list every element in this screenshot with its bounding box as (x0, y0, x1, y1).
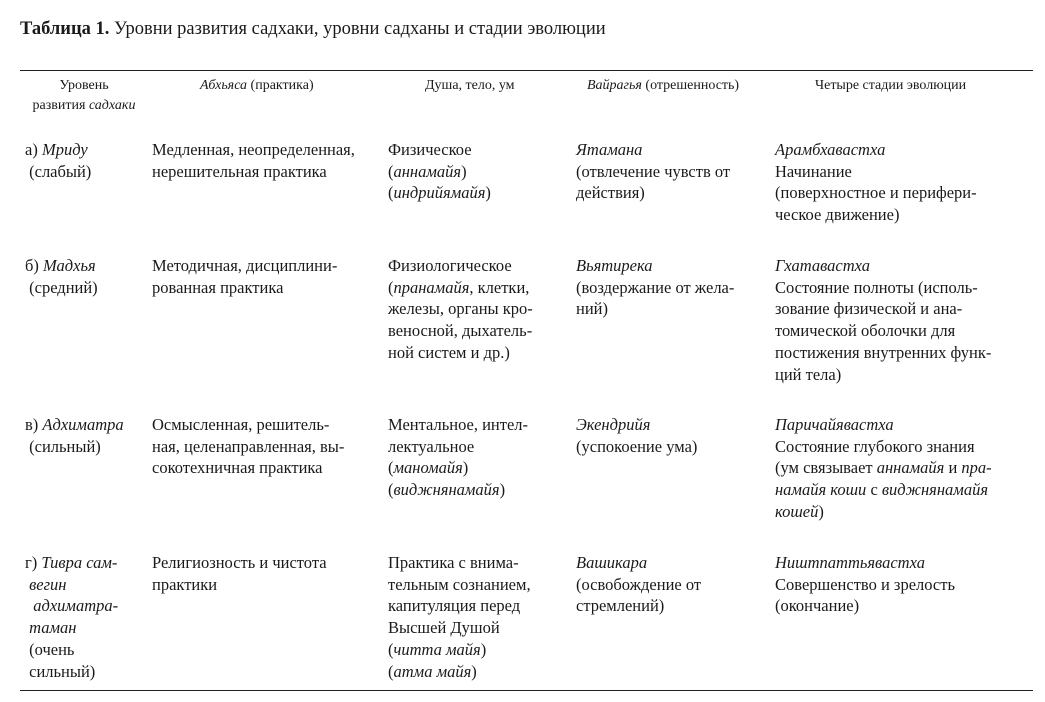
row2-level-desc (25, 277, 98, 299)
row4-level-italic4: таман (29, 618, 77, 638)
row3-stage-line2: Состояние глубокого знания (775, 436, 975, 456)
row4-stage-line1: Совершенство и зрелость (775, 574, 955, 594)
row3-body-line4-text: виджнянамайя (393, 480, 500, 500)
row3-stage-line3-b: аннамайя (876, 458, 945, 478)
row1-level-desc (25, 161, 91, 183)
header-level-prefix: развития (32, 98, 89, 113)
row3-vairagya (576, 414, 697, 457)
header-level-line2 (24, 96, 144, 116)
row2-body-line3: железы, органы кро- (388, 299, 533, 319)
row1-vairagya-line3: действия) (576, 183, 645, 203)
table-title (20, 19, 606, 40)
row3-stage-line3 (775, 457, 992, 479)
row3-body-line4: (виджнянамайя) (388, 480, 506, 500)
row2-level-prefix: б) (25, 256, 44, 275)
row3-vairagya-name: Экендрийя (576, 415, 651, 434)
row3-body (388, 414, 528, 501)
row4-practice-line1: Религиозность и чистота (152, 553, 327, 572)
row1-body-line3-text: индрийямайя (393, 183, 486, 203)
row3-practice (152, 414, 344, 479)
table-bottom-rule (20, 690, 1033, 691)
row3-stage (775, 414, 992, 523)
row3-body-line2: лектуальное (388, 436, 475, 456)
row4-level-line4 (25, 617, 118, 639)
row3-body-line3-text: маномайя (393, 458, 463, 478)
row3-level (25, 414, 124, 457)
row4-practice (152, 552, 327, 595)
row3-body-line1: Ментальное, интел- (388, 415, 529, 434)
row2-body-line4: веносной, дыхатель- (388, 321, 533, 341)
row2-body-line2: (пранамайя, клетки, (388, 277, 530, 297)
row4-stage (775, 552, 955, 617)
row2-body-line2-rest: , клетки, (469, 277, 530, 297)
table-top-rule (20, 70, 1033, 71)
row3-stage-line5 (775, 501, 992, 523)
row2-stage-name: Гхатавастха (775, 256, 871, 275)
row1-level-name: Мриду (41, 140, 88, 159)
row3-vairagya-line2: (успокоение ума) (576, 436, 698, 456)
row3-stage-line4-b: с (866, 480, 882, 500)
row3-stage-line3-c: и (944, 458, 962, 478)
header-level-italic: садхаки (88, 98, 136, 113)
row4-level-line5 (25, 639, 118, 661)
row2-vairagya (576, 255, 734, 320)
row4-level-desc1: (очень (29, 639, 75, 659)
row2-body (388, 255, 533, 364)
row1-practice-line1: Медленная, неопределенная, (152, 140, 355, 159)
row3-stage-line4 (775, 479, 992, 501)
row2-stage (775, 255, 991, 385)
row4-level-italic2: вегин (29, 574, 67, 594)
row4-level-line6 (25, 661, 118, 683)
row1-practice-line2: нерешительная практика (152, 161, 327, 181)
row1-body-line2: (аннамайя) (388, 161, 467, 181)
header-abhyasa-italic: Абхьяса (200, 78, 248, 93)
row2-body-line1: Физиологическое (388, 256, 512, 275)
row4-vairagya (576, 552, 701, 617)
row4-body-line6: (атма майя) (388, 661, 477, 681)
row1-stage-line2: (поверхностное и перифери- (775, 183, 977, 203)
table-number: Таблица 1. (20, 19, 110, 39)
row1-stage-name: Арамбхавастха (775, 140, 886, 159)
row2-vairagya-line2: (воздержание от жела- (576, 277, 735, 297)
header-abhyasa-plain: (практика) (247, 78, 314, 93)
row2-vairagya-line3: ний) (576, 299, 608, 319)
row4-body-line5: (читта майя) (388, 639, 487, 659)
row2-level-desc-text: (средний) (29, 277, 98, 297)
row1-level-prefix: а) (25, 140, 42, 159)
row4-level-prefix: г) (25, 553, 42, 572)
row4-body-line2: тельным сознанием, (388, 574, 531, 594)
row3-stage-name: Паричайявастха (775, 415, 894, 434)
row3-stage-line5-b: ) (818, 501, 824, 521)
row1-vairagya (576, 139, 730, 204)
row4-body-line3: капитуляция перед (388, 596, 521, 616)
row1-body-line2-text: аннамайя (393, 161, 462, 181)
row2-level-name: Мадхья (43, 256, 96, 275)
row3-practice-line1: Осмысленная, решитель- (152, 415, 330, 434)
header-vairagya-italic: Вайрагья (587, 78, 642, 93)
row2-level-line (25, 255, 98, 277)
row2-body-line2-italic: пранамайя (393, 277, 470, 297)
row3-body-line3: (маномайя) (388, 458, 469, 478)
row2-stage-line1: Состояние полноты (исполь- (775, 277, 978, 297)
row4-body-line5-text: читта майя (393, 639, 481, 659)
row3-stage-line3-d: пра- (961, 458, 992, 478)
row3-stage-line4-c: виджнянамайя (881, 480, 988, 500)
header-vairagya-plain: (отрешенность) (641, 78, 740, 93)
header-vairagya (587, 76, 739, 96)
row4-vairagya-line3: стремлений) (576, 596, 665, 616)
row2-vairagya-name: Вьятирека (576, 256, 653, 275)
row3-level-prefix: в) (25, 415, 43, 434)
row2-stage-line2: зование физической и ана- (775, 299, 963, 319)
row3-level-line (25, 414, 124, 436)
header-abhyasa (200, 76, 314, 96)
row3-practice-line2: ная, целенаправленная, вы- (152, 436, 345, 456)
row1-level-desc-text: (слабый) (29, 161, 92, 181)
row4-body-line6-text: атма майя (393, 661, 472, 681)
row1-level-line (25, 139, 91, 161)
row1-level (25, 139, 91, 182)
row1-stage (775, 139, 977, 226)
row2-level (25, 255, 98, 298)
row4-body-line4: Высшей Душой (388, 618, 500, 638)
row2-body-line5: ной систем и др.) (388, 342, 510, 362)
header-body: Душа, тело, ум (425, 78, 515, 93)
row4-stage-line2: (окончание) (775, 596, 860, 616)
row3-level-desc-text: (сильный) (29, 436, 101, 456)
row4-level-line2 (25, 574, 118, 596)
row4-stage-name: Ништпаттьявастха (775, 553, 925, 572)
header-level (24, 76, 144, 116)
row4-practice-line2: практики (152, 574, 218, 594)
row1-practice (152, 139, 355, 182)
table-title-text: Уровни развития садхаки, уровни садханы и стадии эволюции (114, 19, 606, 39)
row3-stage-line3-a: (ум связывает (775, 458, 877, 478)
row2-stage-line5: ций тела) (775, 364, 842, 384)
row4-body-line1: Практика с внима- (388, 553, 519, 572)
row4-vairagya-name: Вашикара (576, 553, 648, 572)
row4-level-desc2: сильный) (29, 661, 96, 681)
header-stages: Четыре стадии эволюции (815, 78, 967, 93)
row3-stage-line5-a: кошей (775, 501, 819, 521)
row3-level-name: Адхиматра (42, 415, 124, 434)
row1-body-line1: Физическое (388, 140, 472, 159)
row4-body (388, 552, 531, 682)
row4-level-italic3: адхиматра- (33, 596, 119, 616)
row2-practice (152, 255, 337, 298)
row3-level-desc (25, 436, 124, 458)
row1-body-line3: (индрийямайя) (388, 183, 491, 203)
row1-body (388, 139, 491, 204)
row2-practice-line1: Методичная, дисциплини- (152, 256, 338, 275)
header-level-line1: Уровень (59, 78, 109, 93)
row4-level-line1 (25, 552, 118, 574)
row4-level-line3 (25, 595, 118, 617)
row3-practice-line3: сокотехничная практика (152, 458, 323, 478)
row1-vairagya-name: Ятамана (576, 140, 643, 159)
row2-stage-line3: томической оболочки для (775, 321, 956, 341)
row1-stage-line1: Начинание (775, 161, 852, 181)
row4-vairagya-line2: (освобождение от (576, 574, 702, 594)
row4-level (25, 552, 118, 682)
row1-stage-line3: ческое движение) (775, 205, 900, 225)
row2-stage-line4: постижения внутренних функ- (775, 342, 992, 362)
row1-vairagya-line2: (отвлечение чувств от (576, 161, 731, 181)
row2-practice-line2: рованная практика (152, 277, 284, 297)
row4-level-italic1: Тивра сам- (41, 553, 118, 572)
row3-stage-line4-a: намайя коши (775, 480, 867, 500)
